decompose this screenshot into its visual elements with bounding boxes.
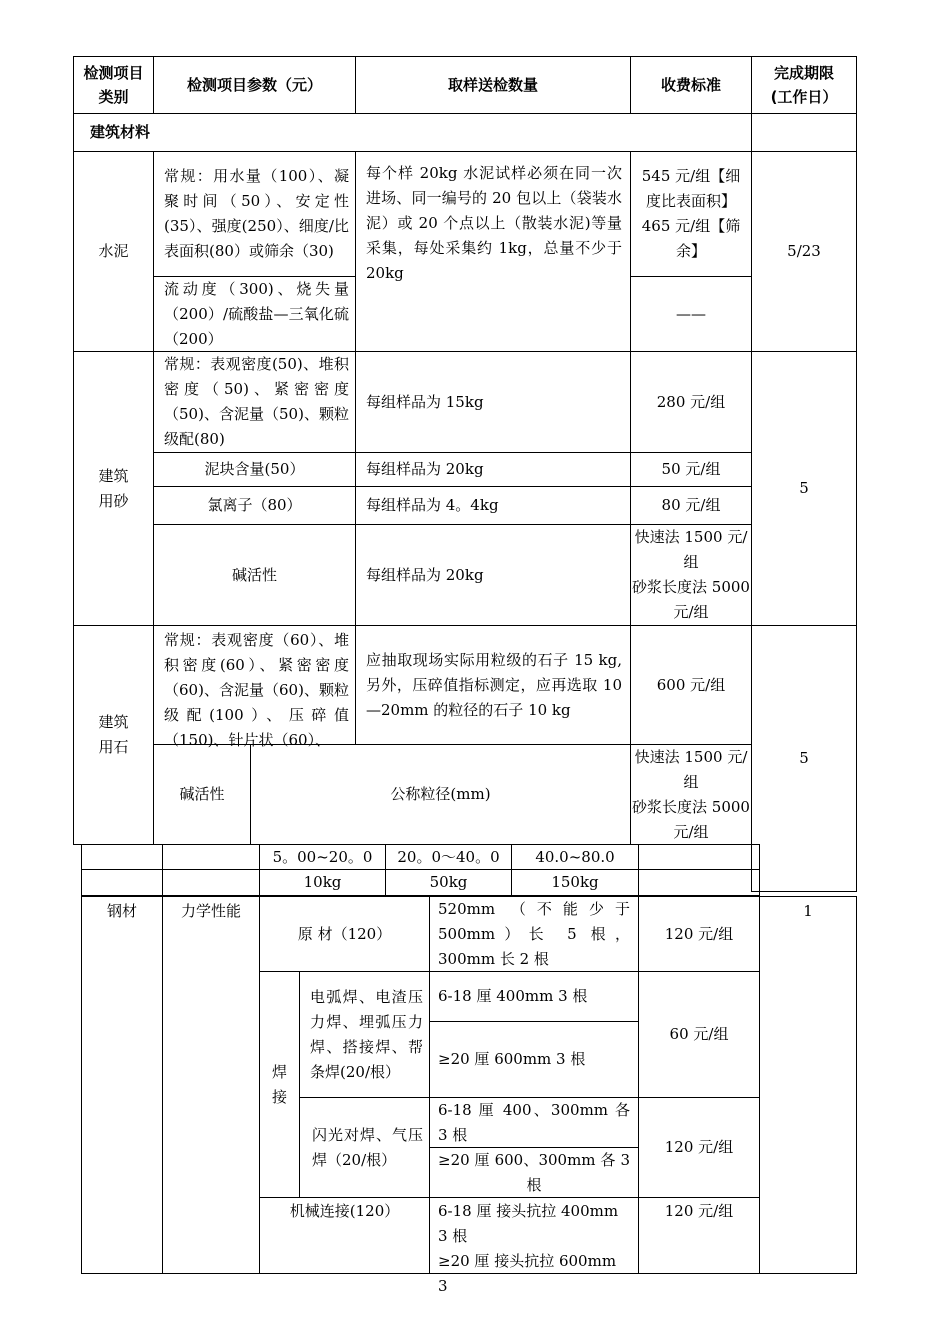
stone-param-regular: 常规：表观密度（60）、堆积密度(60）、紧密密度（60)、含泥量（60)、颗粒级配(100）、压碎值（150)、针片状（60）、	[153, 625, 356, 745]
stone-size-label: 公称粒径(mm)	[250, 744, 631, 845]
stone-size-2: 20。0～40。0	[385, 844, 512, 870]
steel-arc-fee: 60 元/组	[638, 971, 760, 1098]
steel-flash-weld: 闪光对焊、气压焊（20/根）	[299, 1097, 430, 1198]
sand-param-regular: 常规：表观密度(50)、堆积密度（50)、紧密密度（50)、含泥量（50)、颗粒级配(80)	[153, 351, 356, 453]
steel-arc-qty-2: ≥20 厘 600mm 3 根	[429, 1021, 639, 1098]
section-title: 建筑材料	[73, 113, 752, 152]
steel-arc-weld: 电弧焊、电渣压力焊、埋弧压力焊、搭接焊、帮条焊(20/根）	[299, 971, 430, 1098]
steel-mechanical-fee: 120 元/组	[638, 1197, 760, 1274]
cement-name: 水泥	[73, 151, 154, 352]
section-deadline-cell	[751, 113, 857, 152]
cement-deadline: 5/23	[751, 151, 857, 352]
cement-quantity: 每个样 20kg 水泥试样必须在同一次进场、同一编号的 20 包以上（袋装水泥）或 20 个点以上（散装水泥)等量采集，每处采集约 1kg，总量不少于 20kg	[355, 151, 631, 352]
steel-flash-fee: 120 元/组	[638, 1097, 760, 1198]
stone-weight-1: 10kg	[259, 869, 386, 896]
steel-mechanical-qty: 6-18 厘 接头抗拉 400mm 3 根 ≥20 厘 接头抗拉 600mm 3	[429, 1197, 639, 1274]
sand-param-alkali: 碱活性	[153, 524, 356, 626]
stone-alkali-fee: 快速法 1500 元/组 砂浆长度法 5000 元/组	[630, 744, 752, 845]
header-category: 检测项目 类别	[73, 56, 154, 114]
steel-raw-fee: 120 元/组	[638, 896, 760, 972]
sand-deadline: 5	[751, 351, 857, 626]
sand-param-clay-lump: 泥块含量(50）	[153, 452, 356, 487]
stone-size-1: 5。00~20。0	[259, 844, 386, 870]
stone-weight-blank-2	[162, 869, 260, 896]
sand-fee-alkali: 快速法 1500 元/组 砂浆长度法 5000 元/组	[630, 524, 752, 626]
steel-arc-qty-1: 6-18 厘 400mm 3 根	[429, 971, 639, 1022]
steel-name: 钢材	[81, 896, 163, 1274]
header-quantity: 取样送检数量	[355, 56, 631, 114]
sand-fee-chloride: 80 元/组	[630, 486, 752, 525]
stone-weight-3: 150kg	[511, 869, 639, 896]
steel-flash-qty-2: ≥20 厘 600、300mm 各 3 根	[429, 1147, 639, 1198]
stone-quantity: 应抽取现场实际用粒级的石子 15 kg,另外，压碎值指标测定，应再选取 10—20mm 的粒径的石子 10 kg	[355, 625, 631, 745]
steel-raw-qty: 520mm （不能少于 500mm）长 5 根，300mm 长 2 根	[429, 896, 639, 972]
steel-deadline: 1	[759, 896, 857, 1274]
cement-param-regular: 常规：用水量（100）、凝聚时间（50）、安定性(35）、强度(250）、细度/比表面积(80）或筛余（30)	[153, 151, 356, 277]
header-fee: 收费标准	[630, 56, 752, 114]
stone-size-blank-1	[81, 844, 163, 870]
cement-fee: 545 元/组【细度比表面积】465 元/组【筛余】	[630, 151, 752, 277]
stone-name: 建筑 用石	[73, 625, 154, 845]
sand-name: 建筑 用砂	[73, 351, 154, 626]
stone-deadline: 5	[751, 625, 857, 892]
sand-fee-regular: 280 元/组	[630, 351, 752, 453]
header-params: 检测项目参数（元）	[153, 56, 356, 114]
stone-weight-fee-blank	[638, 869, 760, 896]
steel-mechanical: 力学性能	[162, 896, 260, 1274]
sand-qty-chloride: 每组样品为 4。4kg	[355, 486, 631, 525]
header-deadline: 完成期限 (工作日）	[751, 56, 857, 114]
steel-mechanical-connection: 机械连接(120）	[259, 1197, 430, 1274]
sand-param-chloride: 氯离子（80）	[153, 486, 356, 525]
stone-size-fee-blank	[638, 844, 760, 870]
sand-qty-alkali: 每组样品为 20kg	[355, 524, 631, 626]
steel-raw: 原 材（120）	[259, 896, 430, 972]
sand-fee-clay-lump: 50 元/组	[630, 452, 752, 487]
sand-qty-regular: 每组样品为 15kg	[355, 351, 631, 453]
sand-qty-clay-lump: 每组样品为 20kg	[355, 452, 631, 487]
stone-size-3: 40.0~80.0	[511, 844, 639, 870]
stone-fee: 600 元/组	[630, 625, 752, 745]
steel-flash-qty-1: 6-18 厘 400、300mm 各 3 根	[429, 1097, 639, 1148]
steel-weld: 焊 接	[259, 971, 300, 1198]
stone-alkali: 碱活性	[153, 744, 251, 845]
stone-weight-2: 50kg	[385, 869, 512, 896]
stone-size-blank-2	[162, 844, 260, 870]
cement-fee-extra: ——	[630, 276, 752, 352]
cement-param-extra: 流动度（300)、烧失量（200）/硫酸盐—三氧化硫（200）	[153, 276, 356, 352]
stone-weight-blank-1	[81, 869, 163, 896]
